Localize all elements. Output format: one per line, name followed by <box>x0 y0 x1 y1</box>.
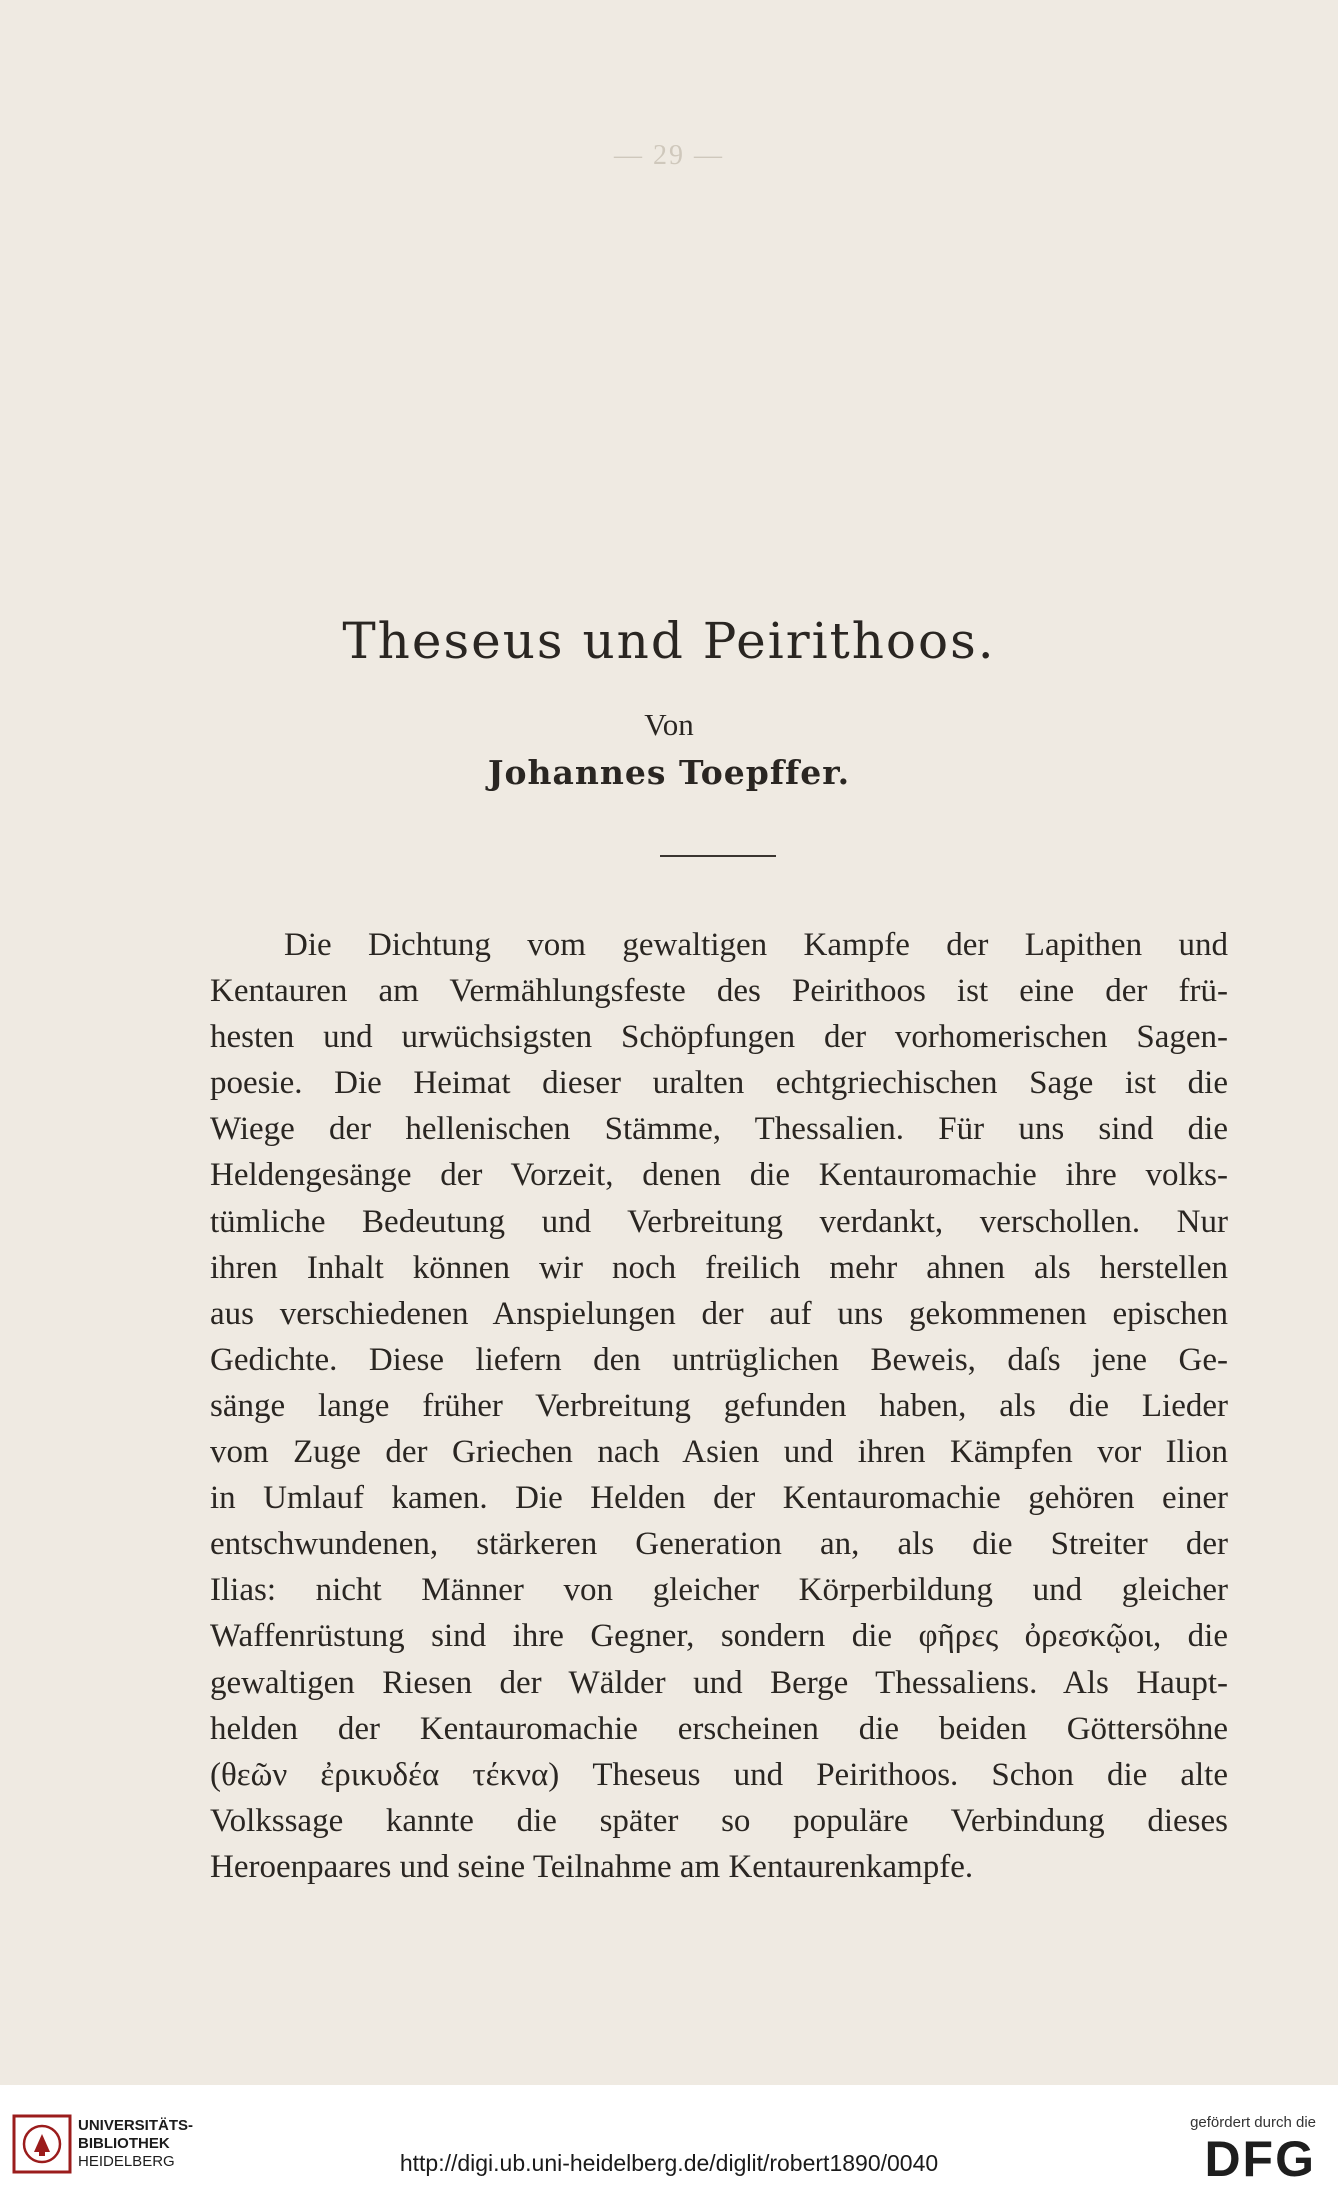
page-number: — 29 — <box>614 140 724 171</box>
author-name: Johannes Toepffer. <box>487 753 851 792</box>
byline: Von <box>644 707 694 742</box>
library-line-2: BIBLIOTHEK <box>78 2135 170 2152</box>
text-line: Volkssage kannte die später so populäre Verbindung dieses <box>210 1802 1228 1839</box>
text-line: poesie. Die Heimat dieser uralten echtgriechischen Sage ist die <box>210 1065 1228 1102</box>
text-line: (θεῶν ἐρικυδέα τέκνα) Theseus und Peirithoos. Schon die alte <box>210 1756 1228 1793</box>
text-line: Wiege der hellenischen Stämme, Thessalien. Für uns sind die <box>210 1111 1228 1148</box>
text-line: Gedichte. Diese liefern den untrüglichen Beweis, daſs jene Ge- <box>210 1341 1228 1378</box>
text-line: gewaltigen Riesen der Wälder und Berge Thessaliens. Als Haupt- <box>210 1664 1228 1701</box>
text-line: ihren Inhalt können wir noch freilich mehr ahnen als herstellen <box>210 1249 1228 1286</box>
text-line: hesten und urwüchsigsten Schöpfungen der vorhomerischen Sagen- <box>210 1019 1228 1056</box>
text-line: vom Zuge der Griechen nach Asien und ihren Kämpfen vor Ilion <box>210 1434 1228 1471</box>
text-line: Die Dichtung vom gewaltigen Kampfe der Lapithen und <box>284 927 1228 963</box>
text-line: Kentauren am Vermählungsfeste des Peirithoos ist eine der frü- <box>210 973 1228 1010</box>
body-paragraph <box>210 922 1228 1890</box>
text-line: Heroenpaares und seine Teilnahme am Kentaurenkampfe. <box>210 1848 974 1885</box>
permalink-url[interactable]: http://digi.ub.uni-heidelberg.de/diglit/robert1890/0040 <box>399 2150 939 2176</box>
text-line: entschwundenen, stärkeren Generation an, als die Streiter der <box>210 1526 1228 1563</box>
text-line: Waffenrüstung sind ihre Gegner, sondern die φῆρες ὀρεσκῷοι, die <box>210 1618 1228 1655</box>
library-line-1: UNIVERSITÄTS- <box>78 2117 194 2134</box>
text-line: sänge lange früher Verbreitung gefunden haben, als die Lieder <box>210 1387 1228 1424</box>
library-line-3: HEIDELBERG <box>78 2153 175 2170</box>
title-divider <box>660 855 776 857</box>
text-line: helden der Kentauromachie erscheinen die beiden Göttersöhne <box>210 1710 1228 1747</box>
text-line: tümliche Bedeutung und Verbreitung verdankt, verschollen. Nur <box>210 1203 1228 1240</box>
text-line: in Umlauf kamen. Die Helden der Kentauromachie gehören einer <box>210 1480 1228 1517</box>
text-line: aus verschiedenen Anspielungen der auf uns gekommenen epischen <box>210 1295 1228 1332</box>
funder-label: gefördert durch die <box>1190 2114 1316 2131</box>
text-line: Heldengesänge der Vorzeit, denen die Kentauromachie ihre volks- <box>210 1157 1228 1194</box>
page-title: Theseus und Peirithoos. <box>342 612 996 670</box>
dfg-logo: DFG <box>1204 2131 1316 2187</box>
text-line: Ilias: nicht Männer von gleicher Körperbildung und gleicher <box>210 1572 1228 1609</box>
